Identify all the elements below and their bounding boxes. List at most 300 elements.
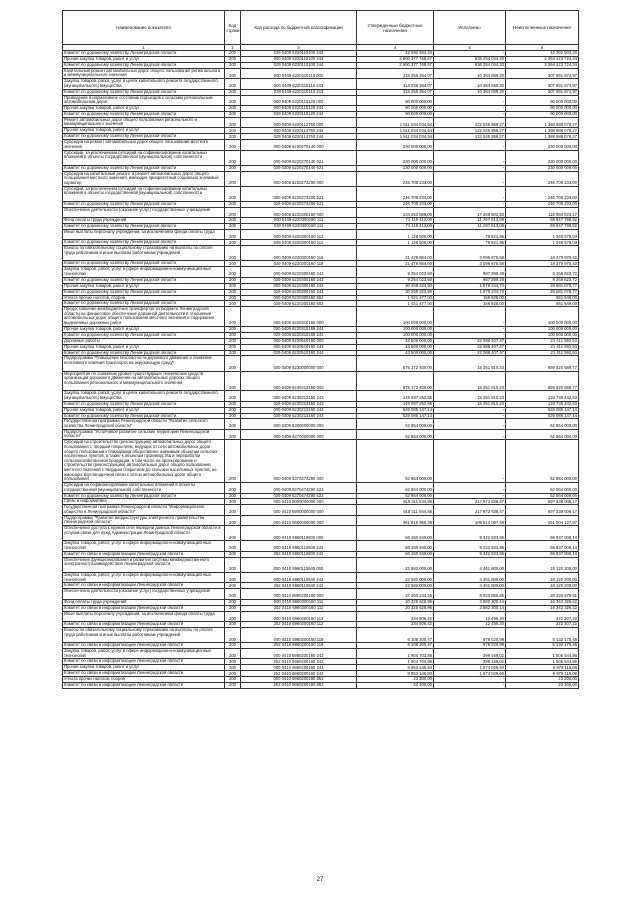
row-approved: 318 256 364,07 [357, 89, 434, 95]
row-approved: 21 476 854,00 [357, 246, 434, 261]
table-row [63, 229, 579, 240]
row-executed: 12 499,20 [434, 611, 506, 622]
row-kbk: 000 0409 6230213150 244 [241, 407, 357, 413]
row-remaining: 2 264 123 724,34 [506, 62, 579, 68]
row-executed: - [434, 493, 506, 499]
row-name: Прочая закупка товаров, работ и услуг [63, 283, 225, 289]
row-kbk: 000 0410 6960110600 242 [241, 541, 357, 552]
table-row [63, 62, 579, 68]
row-remaining: 1 388 988 076,27 [506, 128, 579, 134]
row-name: Комитет по дорожному хозяйству Ленинградской области [63, 301, 225, 307]
row-remaining: 59 847 798,92 [506, 224, 579, 230]
row-name: Комитет по связи и информатизации Ленинградской области [63, 683, 225, 689]
row-code: 200 [225, 207, 241, 218]
table-row [63, 611, 579, 622]
row-code: 200 [225, 419, 241, 430]
row-executed: 987 399,28 [434, 267, 506, 278]
row-approved: 100 000 000,00 [357, 307, 434, 327]
row-name: Комитет по связи и информатизации Ленинградской области [63, 659, 225, 665]
row-approved: 62 864 000,00 [357, 483, 434, 494]
row-executed: - [434, 326, 506, 332]
row-remaining: 42 292 933,33 [506, 51, 579, 57]
row-name: Комитет по дорожному хозяйству Ленинградской области [63, 224, 225, 230]
table-row [63, 622, 579, 628]
table-row [63, 429, 579, 440]
row-approved: 1 021 477,00 [357, 295, 434, 301]
row-approved: 43 500 000,00 [357, 338, 434, 344]
row-kbk: 000 0410 6960110640 000 [241, 557, 357, 572]
row-remaining: 230 000 000,00 [506, 165, 579, 171]
row-remaining: 659 820 589,77 [506, 356, 579, 371]
row-remaining: 90 000 000,00 [506, 106, 579, 112]
row-code: 200 [225, 246, 241, 261]
row-code: 200 [225, 307, 241, 327]
row-approved: 100 000 000,00 [357, 332, 434, 338]
row-remaining: 56 837 006,14 [506, 526, 579, 541]
row-executed: 636 254 044,33 [434, 62, 506, 68]
table-row [63, 95, 579, 106]
row-kbk: 000 0409 6220510160 000 [241, 338, 357, 344]
row-code: 200 [225, 499, 241, 505]
row-code: 200 [225, 338, 241, 344]
row-executed: 4 461 800,00 [434, 557, 506, 572]
row-remaining: 1 048 678,04 [506, 229, 579, 240]
row-remaining: 56 837 006,14 [506, 541, 579, 552]
row-remaining: 246 708 233,00 [506, 171, 579, 186]
row-name: Закупка товаров, работ, услуг в сфере информационно-коммуникационных технологий [63, 541, 225, 552]
row-code: 200 [225, 541, 241, 552]
row-executed: 3 096 875,58 [434, 261, 506, 267]
row-kbk: 029 0409 6220300160 852 [241, 301, 357, 307]
row-kbk: 252 0410 6960200160 111 [241, 605, 357, 611]
row-code: 200 [225, 505, 241, 516]
row-code: 200 [225, 62, 241, 68]
row-executed: - [434, 140, 506, 151]
table-row [63, 483, 579, 494]
row-remaining: 697 338 006,17 [506, 505, 579, 516]
row-kbk: 000 0409 6220300160 852 [241, 295, 357, 301]
row-name: Приведение в нормативное состояние подъездов к сельским региональным автомобильным дорог [63, 95, 225, 106]
row-code: 200 [225, 140, 241, 151]
header-remaining: Неисполненные назначения [506, 11, 579, 45]
row-executed: - [434, 483, 506, 494]
row-name: Подпрограмма "Развитие инфраструктуры электронного правительства Ленинградской области" [63, 515, 225, 526]
row-name: Комитет по связи и информатизации Ленинградской области [63, 605, 225, 611]
row-executed: - [434, 111, 506, 117]
row-kbk: 000 0410 6960200160 244 [241, 665, 357, 671]
row-remaining: 861 549,00 [506, 301, 579, 307]
row-remaining: 1 048 678,04 [506, 240, 579, 246]
row-kbk: 000 0409 6220310155 000 [241, 307, 357, 327]
row-approved: 1 021 477,00 [357, 301, 434, 307]
row-kbk: 000 0410 6960200160 852 [241, 677, 357, 683]
row-approved: 2 900 377 768,67 [357, 56, 434, 62]
row-name: Закупка товаров, работ, услуг в целях капитального ремонта государственного (муниципального) имущества [63, 391, 225, 402]
row-code: 200 [225, 267, 241, 278]
row-approved: 22 582 000,00 [357, 557, 434, 572]
row-name: Комитет по дорожному хозяйству Ленинградской области [63, 134, 225, 140]
row-approved: 90 000 000,00 [357, 111, 434, 117]
row-name: Иные выплаты персоналу учреждений, за исключением фонда оплаты труда [63, 611, 225, 622]
row-name: Дорожные работы [63, 338, 225, 344]
row-kbk: 000 0409 6220270140 521 [241, 150, 357, 165]
row-executed: 3 096 875,58 [434, 246, 506, 261]
row-name: Субсидии, за исключением субсидий на софинансирование капитальных вложений в объекты государственной (муниципальной) собственности [63, 186, 225, 201]
row-code: 200 [225, 229, 241, 240]
row-approved: 66 160 940,00 [357, 526, 434, 541]
table-row [63, 140, 579, 151]
row-name: Субсидии на софинансирование капитальных вложений в объекты государственной (муниципальной) собственности [63, 483, 225, 494]
row-approved: 9 254 023,50 [357, 267, 434, 278]
row-code: 200 [225, 283, 241, 289]
table-row [63, 648, 579, 659]
row-executed: - [434, 407, 506, 413]
table-row [63, 117, 579, 128]
row-approved: 22 582 000,00 [357, 572, 434, 583]
row-name: Комитет по дорожному хозяйству Ленинградской области [63, 201, 225, 207]
row-code: 200 [225, 277, 241, 283]
row-executed: - [434, 307, 506, 327]
row-code: 200 [225, 261, 241, 267]
row-kbk: 000 0409 6220112750 000 [241, 117, 357, 128]
row-approved: 1 511 034 034,54 [357, 117, 434, 128]
row-approved: 2 900 377 768,67 [357, 62, 434, 68]
column-number: 6 [506, 45, 579, 51]
table-row [63, 505, 579, 516]
row-name: Прочая закупка товаров, работ и услуг [63, 407, 225, 413]
row-code: 200 [225, 89, 241, 95]
row-code: 200 [225, 51, 241, 57]
row-name: Субсидии, за исключением субсидий на софинансирование капитальных вложений в объекты государственной (муниципальной) собственности [63, 150, 225, 165]
row-executed: 10 364 689,20 [434, 68, 506, 79]
row-executed: 11 267 613,08 [434, 224, 506, 230]
row-executed: 17 269 902,83 [434, 207, 506, 218]
row-approved: 23 300,00 [357, 683, 434, 689]
row-remaining: 246 708 233,00 [506, 201, 579, 207]
row-name: Прочая закупка товаров, работ и услуг [63, 106, 225, 112]
row-kbk: 029 0409 6230213150 243 [241, 401, 357, 407]
row-name: Взносы по обязательному социальному страхованию на выплаты по оплате труда работников и иные выплаты работникам учреждений [63, 628, 225, 643]
row-remaining: 230 000 000,00 [506, 140, 579, 151]
row-kbk: 000 0409 6220300160 112 [241, 229, 357, 240]
row-kbk: 029 0409 6370474290 522 [241, 493, 357, 499]
row-approved: 66 160 940,00 [357, 541, 434, 552]
table-row [63, 515, 579, 526]
table-row [63, 401, 579, 407]
row-approved: 246 708 233,00 [357, 201, 434, 207]
row-name: Комитет по дорожному хозяйству Ленинградской области [63, 277, 225, 283]
row-kbk: 000 0409 6220112750 244 [241, 128, 357, 134]
row-approved: 1 904 703,88 [357, 659, 434, 665]
table-row [63, 605, 579, 611]
table-header-row [63, 11, 579, 45]
row-name: Комитет по дорожному хозяйству Ленинградской области [63, 51, 225, 57]
row-remaining: 28 581 078,77 [506, 283, 579, 289]
row-remaining: 697 338 006,17 [506, 499, 579, 505]
row-executed: 122 045 958,27 [434, 134, 506, 140]
row-name: Комитет по дорожному хозяйству Ленинградской области [63, 261, 225, 267]
row-code: 200 [225, 134, 241, 140]
row-kbk: 000 0409 6220300160 119 [241, 246, 357, 261]
row-approved: 246 708 233,00 [357, 186, 434, 201]
row-executed: - [434, 440, 506, 483]
row-approved: 915 311 844,88 [357, 499, 434, 505]
row-code: 200 [225, 493, 241, 499]
row-code: 200 [225, 671, 241, 677]
row-approved: 90 000 000,00 [357, 95, 434, 106]
table-row [63, 267, 579, 278]
row-executed: - [434, 106, 506, 112]
row-executed: 109 814 097,49 [434, 515, 506, 526]
row-code: 200 [225, 218, 241, 224]
row-executed: 976 020,99 [434, 628, 506, 643]
row-approved: 22 582 000,00 [357, 583, 434, 589]
row-name: Комитет по дорожному хозяйству Ленинградской области [63, 89, 225, 95]
table-row [63, 589, 579, 600]
row-kbk: 029 0409 6220110120 244 [241, 111, 357, 117]
row-code: 200 [225, 289, 241, 295]
row-kbk: 000 0409 6220300160 000 [241, 207, 357, 218]
row-kbk: 029 0409 6220300160 111 [241, 224, 357, 230]
row-approved: 675 172 400,00 [357, 371, 434, 391]
header-executed: Исполнено [434, 11, 506, 45]
row-executed: 11 267 613,08 [434, 218, 506, 224]
row-code: 200 [225, 643, 241, 649]
row-code: 200 [225, 171, 241, 186]
row-approved: 234 806,42 [357, 611, 434, 622]
row-code: 200 [225, 371, 241, 391]
row-remaining: 5 132 175,48 [506, 628, 579, 643]
column-number: 5 [434, 45, 506, 51]
row-approved: 8 853 146,83 [357, 671, 434, 677]
row-approved: 134 253 866,00 [357, 207, 434, 218]
row-name: Комитет по связи и информатизации Ленинградской области [63, 622, 225, 628]
row-approved: 9 254 023,50 [357, 277, 434, 283]
row-code: 200 [225, 79, 241, 90]
row-approved: 318 256 364,07 [357, 79, 434, 90]
row-name: Комитет по дорожному хозяйству Ленинградской области [63, 332, 225, 338]
row-name: Субсидии на строительство (реконструкцию) автомобильных дорог общего пользования с твердым покрытием, ведущих от сети автомобильных дорог общего пользования к ближайшим общественно значимым объектам сельских населенных пунктов, а также к объектам производства и переработки сельскохозяйственной продукции, в том числе на проектирование и строительство (реконструкцию) автомобильных дорог общего пользования местного значения с твердым покрытием до сельских населенных пунктов, не имеющих круглогодичной связи с сетью автомобильных дорог общего пользования [63, 440, 225, 483]
row-approved: 1 904 703,88 [357, 648, 434, 659]
row-remaining: 307 891 674,87 [506, 89, 579, 95]
row-approved: 43 500 000,00 [357, 350, 434, 356]
table-row [63, 68, 579, 79]
row-name: Обеспечение функционирования и развития системы межведомственного электронного взаимодействия Ленинградской области [63, 557, 225, 572]
row-name: Комитет по дорожному хозяйству Ленинградской области [63, 111, 225, 117]
row-executed: 1 678 244,73 [434, 283, 506, 289]
row-remaining: 18 120 200,00 [506, 572, 579, 583]
row-approved: 526 085 147,14 [357, 413, 434, 419]
row-code: 200 [225, 429, 241, 440]
row-remaining: 1 388 988 076,27 [506, 134, 579, 140]
row-kbk: 000 0410 6960110600 000 [241, 526, 357, 541]
table-row [63, 150, 579, 165]
table-row [63, 551, 579, 557]
row-executed: 15 351 810,23 [434, 371, 506, 391]
row-kbk: 029 0409 6220270140 521 [241, 165, 357, 171]
row-approved: 20 225 626,96 [357, 605, 434, 611]
row-approved: 71 115 412,00 [357, 224, 434, 230]
row-approved: 100 000 000,00 [357, 326, 434, 332]
table-body [63, 51, 579, 689]
row-code: 200 [225, 128, 241, 134]
budget-execution-table [62, 10, 579, 689]
row-approved: 23 300,00 [357, 677, 434, 683]
row-name: Закупка товаров, работ, услуг в целях капитального ремонта государственного (муниципального) имущества [63, 79, 225, 90]
row-remaining: 90 000 000,00 [506, 95, 579, 106]
row-approved: 361 818 965,38 [357, 515, 434, 526]
row-executed: 122 045 958,27 [434, 128, 506, 134]
row-name: Связь и информатика [63, 499, 225, 505]
row-remaining: 526 085 147,14 [506, 413, 579, 419]
row-code: 200 [225, 201, 241, 207]
row-code: 200 [225, 599, 241, 605]
table-row [63, 572, 579, 583]
row-remaining: 1 388 988 076,27 [506, 117, 579, 128]
row-name: Комитет по дорожному хозяйству Ленинградской области [63, 165, 225, 171]
row-name: Комитет по связи и информатизации Ленинградской области [63, 671, 225, 677]
row-name: Обеспечение доступа к единой сети передачи данных Ленинградской области и услугам связи для нужд Администрации Ленинградской области [63, 526, 225, 541]
row-executed: 79 821,96 [434, 229, 506, 240]
row-remaining: 100 000 000,00 [506, 326, 579, 332]
row-executed: - [434, 332, 506, 338]
row-name: Уплата прочих налогов, сборов [63, 295, 225, 301]
row-executed: - [434, 683, 506, 689]
row-approved: 42 292 933,33 [357, 51, 434, 57]
table-row [63, 628, 579, 643]
header-name: Наименование показателя [63, 11, 225, 45]
row-name: Прочая закупка товаров, работ и услуг [63, 128, 225, 134]
page-number: 27 [316, 877, 324, 883]
row-remaining: 307 891 674,87 [506, 68, 579, 79]
row-approved: 62 864 000,00 [357, 493, 434, 499]
row-name: Фонд оплаты труда учреждений [63, 218, 225, 224]
row-approved: 1 511 034 034,54 [357, 128, 434, 134]
row-kbk: 000 0409 6300000000 000 [241, 419, 357, 430]
row-approved: 318 256 364,07 [357, 68, 434, 79]
row-remaining: 1 505 544,86 [506, 659, 579, 665]
row-kbk: 029 0409 6220110110 243 [241, 89, 357, 95]
row-kbk: 029 0409 6220274200 521 [241, 201, 357, 207]
row-approved: 149 087 252,86 [357, 391, 434, 402]
row-remaining: 246 708 233,00 [506, 186, 579, 201]
table-row [63, 643, 579, 649]
row-kbk: 000 0409 6220110100 244 [241, 56, 357, 62]
row-executed: 217 973 838,47 [434, 505, 506, 516]
row-kbk: 000 0410 6960200160 242 [241, 648, 357, 659]
row-remaining: 230 000 000,00 [506, 150, 579, 165]
row-approved: 1 128 500,00 [357, 229, 434, 240]
row-remaining: 133 735 442,63 [506, 401, 579, 407]
table-row [63, 224, 579, 230]
row-remaining: 28 426 578,61 [506, 589, 579, 600]
row-code: 200 [225, 622, 241, 628]
row-code: 200 [225, 611, 241, 622]
row-code: 200 [225, 401, 241, 407]
row-executed: - [434, 419, 506, 430]
row-kbk: 252 0410 6960200160 112 [241, 622, 357, 628]
row-executed: 12 499,20 [434, 622, 506, 628]
row-code: 200 [225, 150, 241, 165]
row-name: Государственная программа Ленинградской области "Информационное общество в Ленинградской области" [63, 505, 225, 516]
row-name: Подпрограмма "Устойчивое развитие сельских территорий Ленинградской области" [63, 429, 225, 440]
row-remaining: 62 864 000,00 [506, 419, 579, 430]
row-approved: 71 115 412,00 [357, 218, 434, 224]
row-name: Государственная программа Ленинградской области "Развитие сельского хозяйства Ленинградской области" [63, 419, 225, 430]
table-row [63, 246, 579, 261]
row-kbk: 000 0410 6960110640 242 [241, 572, 357, 583]
row-name: Комитет по дорожному хозяйству Ленинградской области [63, 240, 225, 246]
row-executed: 1 874 029,60 [434, 671, 506, 677]
column-number: 2 [225, 45, 241, 51]
row-kbk: 000 0410 6960200160 112 [241, 611, 357, 622]
table-row [63, 261, 579, 267]
row-code: 200 [225, 117, 241, 128]
row-remaining: 21 411 592,53 [506, 338, 579, 344]
column-number: 1 [63, 45, 225, 51]
row-remaining: 62 864 000,00 [506, 429, 579, 440]
row-name: Комитет по связи и информатизации Ленинградской области [63, 551, 225, 557]
column-number: 4 [357, 45, 434, 51]
row-approved: 62 864 000,00 [357, 440, 434, 483]
row-name: Прочая закупка товаров, работ и услуг [63, 665, 225, 671]
row-approved: 6 108 200,47 [357, 643, 434, 649]
row-executed: - [434, 413, 506, 419]
row-kbk: 252 0410 6960200160 852 [241, 683, 357, 689]
row-approved: 21 476 854,00 [357, 261, 434, 267]
row-remaining: 16 343 326,22 [506, 605, 579, 611]
row-executed: 399 159,02 [434, 648, 506, 659]
row-kbk: 252 0410 6960200160 242 [241, 659, 357, 665]
row-kbk: 000 0409 6220300160 244 [241, 283, 357, 289]
row-code: 200 [225, 106, 241, 112]
row-kbk: 000 0409 6230213150 000 [241, 371, 357, 391]
row-code: 200 [225, 295, 241, 301]
row-executed: 79 821,96 [434, 240, 506, 246]
row-executed: 9 322 933,86 [434, 541, 506, 552]
row-approved: 675 172 400,00 [357, 356, 434, 371]
row-kbk: 000 0409 6370474290 522 [241, 483, 357, 494]
row-approved: 8 853 146,83 [357, 665, 434, 671]
row-kbk: 000 0409 6220270140 000 [241, 140, 357, 151]
row-name: Ремонт автомобильных дорог общего пользования регионального и межмуниципального значения [63, 117, 225, 128]
row-code: 200 [225, 301, 241, 307]
row-remaining: 62 864 000,00 [506, 493, 579, 499]
row-kbk: 000 0409 6220310155 244 [241, 326, 357, 332]
row-remaining: 222 307,22 [506, 622, 579, 628]
row-name: Комитет по дорожному хозяйству Ленинградской области [63, 401, 225, 407]
row-name: Подпрограмма "Повышение безопасности дорожного движения и снижение негативного влияния транспорта на окружающую среду" [63, 356, 225, 371]
row-kbk: 000 0409 6220274200 521 [241, 186, 357, 201]
row-remaining: 62 864 000,00 [506, 440, 579, 483]
row-executed: 15 351 810,23 [434, 391, 506, 402]
row-executed: 987 399,28 [434, 277, 506, 283]
row-remaining: 18 120 200,00 [506, 583, 579, 589]
row-name: Предоставление межбюджетных трансфертов из бюджета Ленинградской области на финансовое обеспечение дорожной деятельности в отношении автомобильных дорог общего пользования местного значения и содержание выделенных дорожных работ [63, 307, 225, 327]
row-name: Прочая закупка товаров, работ и услуг [63, 56, 225, 62]
row-kbk: 000 0409 6230213150 243 [241, 391, 357, 402]
row-remaining: 18 379 978,42 [506, 261, 579, 267]
row-code: 200 [225, 407, 241, 413]
row-code: 200 [225, 326, 241, 332]
row-code: 200 [225, 551, 241, 557]
row-kbk: 029 0409 6230213150 244 [241, 413, 357, 419]
row-kbk: 029 0409 6220300160 242 [241, 277, 357, 283]
row-executed: 4 461 800,00 [434, 583, 506, 589]
row-name: Взносы по обязательному социальному страхованию на выплаты по оплате труда работников и иные выплаты работникам учреждений [63, 246, 225, 261]
row-executed: 10 364 689,20 [434, 89, 506, 95]
row-name: Закупка товаров, работ, услуг в сфере информационно-коммуникационных технологий [63, 648, 225, 659]
